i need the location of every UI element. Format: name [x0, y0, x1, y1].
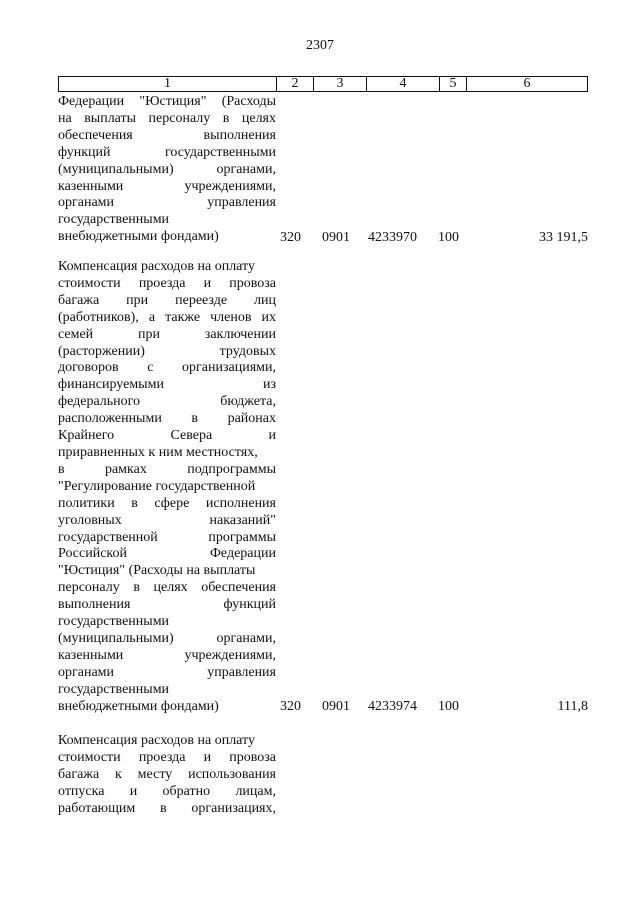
entry-description — [58, 259, 276, 715]
description-line: государственными — [58, 614, 170, 630]
description-line: персоналу в целях обеспечения — [58, 580, 276, 596]
description-line: "Юстиция" (Расходы на выплаты — [58, 563, 256, 579]
description-line: органами управления — [58, 195, 276, 211]
description-line: договоров с организациями, — [58, 360, 276, 376]
amount: 33 191,5 — [539, 230, 588, 246]
ministry-code: 320 — [280, 230, 301, 246]
section-code: 0901 — [322, 699, 350, 715]
header-col-6: 6 — [523, 76, 531, 91]
description-line: федерального бюджета, — [58, 394, 276, 410]
table-row — [58, 733, 588, 818]
description-line: выполнения функций — [58, 597, 276, 613]
description-line: стоимости проезда и провоза — [58, 749, 276, 765]
description-line: работающим в организациях, — [58, 800, 276, 816]
description-line: казенными учреждениями, — [58, 647, 276, 663]
description-line: (муниципальными) органами, — [58, 161, 276, 177]
description-line: внебюджетными фондами) — [58, 229, 219, 245]
header-col-4: 4 — [367, 77, 440, 91]
description-line: приравненных к ним местностях, — [58, 444, 258, 460]
description-line: Компенсация расходов на оплату — [58, 733, 255, 748]
ministry-code: 320 — [280, 699, 301, 715]
entry-codes — [58, 229, 588, 246]
description-line: на выплаты персоналу в целях — [58, 110, 276, 126]
section-code: 0901 — [322, 230, 350, 246]
amount: 111,8 — [557, 699, 588, 715]
expense-type-code: 100 — [438, 230, 459, 246]
description-line: Компенсация расходов на оплату — [58, 259, 255, 274]
table-header-row — [58, 76, 588, 92]
description-line: "Регулирование государственной — [58, 478, 256, 494]
entry-codes — [58, 698, 588, 715]
description-line: органами управления — [58, 664, 276, 680]
description-line: государственными — [58, 212, 170, 228]
description-line: Федерации "Юстиция" (Расходы — [58, 94, 276, 109]
description-line: внебюджетными фондами) — [58, 698, 219, 714]
description-line: (работников), а также членов их — [58, 309, 276, 325]
header-col-3: 3 — [314, 77, 367, 91]
description-line: (расторжении) трудовых — [58, 343, 276, 359]
description-line: государственной программы — [58, 529, 276, 545]
entry-description — [58, 94, 276, 246]
description-line: Российской Федерации — [58, 546, 276, 562]
expense-type-code: 100 — [438, 699, 459, 715]
entry-description — [58, 733, 276, 818]
description-line: государственными — [58, 681, 170, 697]
header-col-5: 5 — [440, 77, 467, 91]
description-line: финансируемыми из — [58, 377, 276, 393]
description-line: стоимости проезда и провоза — [58, 275, 276, 291]
description-line: в рамках подпрограммы — [58, 461, 276, 477]
description-line: политики в сфере исполнения — [58, 495, 276, 511]
description-line: функций государственными — [58, 144, 276, 160]
description-line: казенными учреждениями, — [58, 178, 276, 194]
table-row — [58, 94, 588, 246]
description-line: багажа к месту использования — [58, 766, 276, 782]
description-line: Крайнего Севера и — [58, 428, 276, 444]
description-line: обеспечения выполнения — [58, 127, 276, 143]
page-number: 2307 — [306, 38, 334, 53]
description-line: расположенными в районах — [58, 411, 276, 427]
description-line: (муниципальными) органами, — [58, 630, 276, 646]
description-line: семей при заключении — [58, 326, 276, 342]
description-line: багажа при переезде лиц — [58, 292, 276, 308]
header-col-2: 2 — [277, 77, 314, 91]
table-row — [58, 259, 588, 715]
header-col-1: 1 — [59, 77, 277, 91]
description-line: отпуска и обратно лицам, — [58, 783, 276, 799]
target-article-code: 4233970 — [368, 230, 417, 246]
target-article-code: 4233974 — [368, 699, 417, 715]
description-line: уголовных наказаний" — [58, 512, 276, 528]
